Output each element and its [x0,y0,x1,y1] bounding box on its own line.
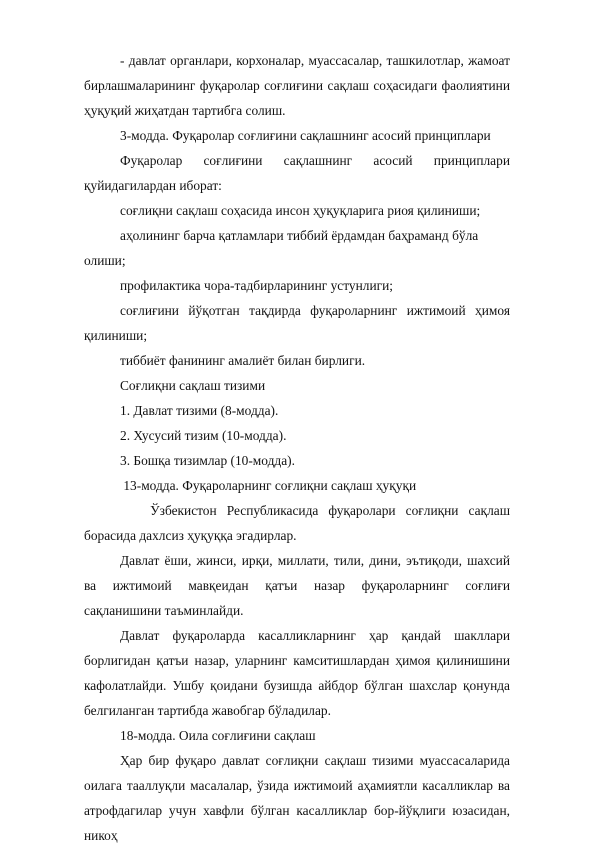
article-13-paragraph-2: Давлат ёши, жинси, ирқи, миллати, тили, дини, эътиқоди, шахсий ва ижтимоий мавқеидан қатъи назар фуқароларнинг соғлиғи сақланишини таъминлайди. [84,553,510,618]
article-13-heading: 13-модда. Фуқароларнинг соғлиқни сақлаш ҳуқуқи [120,478,417,493]
health-system-heading: Соғлиқни сақлаш тизими [120,378,266,393]
principle-item-5: тиббиёт фанининг амалиёт билан бирлиги. [120,353,366,368]
document-page [84,48,514,848]
principle-item-4: соғлиғини йўқотган тақдирда фуқароларнинг ижтимоий ҳимоя қилиниши; [84,303,510,343]
system-item-3: 3. Бошқа тизимлар (10-модда). [120,453,295,468]
principle-item-2: аҳолининг барча қатламлари тиббий ёрдамдан баҳраманд бўла олиши; [84,228,479,268]
principle-item-1: соғлиқни сақлаш соҳасида инсон ҳуқуқларига риоя қилиниши; [120,203,481,218]
article-13-paragraph-1: Ўзбекистон Республикасида фуқаролари соғлиқни сақлаш борасида дахлсиз ҳуқуққа эгадирлар. [84,503,514,543]
article-3-heading: 3-модда. Фуқаролар соғлиғини сақлашнинг асосий принциплари [120,128,491,143]
system-item-1: 1. Давлат тизими (8-модда). [120,403,279,418]
principle-item-3: профилактика чора-тадбирларининг устунлиги; [120,278,393,293]
principles-intro: Фуқаролар соғлиғини сақлашнинг асосий принциплари қуйидагилардан иборат: [84,153,510,193]
article-18-paragraph-1: Ҳар бир фуқаро давлат соғлиқни сақлаш тизими муассасаларида оилага тааллуқли масалалар, ўзида ижтимоий аҳамиятли касалликлар ва атрофдагилар учун хавфли бўлган касалликлар бор-йўқлиги юзасидан, никоҳ [84,753,510,843]
article-13-paragraph-3: Давлат фуқароларда касалликларнинг ҳар қандай шакллари борлигидан қатъи назар, уларнинг камситишлардан ҳимоя қилинишини кафолатлайди. Ушбу қоидани бузишда айбдор бўлган шахслар қонунда белгиланган тартибда жавобгар бўладилар. [84,628,510,718]
system-item-2: 2. Хусусий тизим (10-модда). [120,428,287,443]
paragraph-regulation: - давлат органлари, корхоналар, муассасалар, ташкилотлар, жамоат бирлашмаларининг фуқаролар соғлиғини сақлаш соҳасидаги фаолиятини ҳуқуқий жиҳатдан тартибга солиш. [84,53,510,118]
article-18-heading: 18-модда. Оила соғлиғини сақлаш [120,728,316,743]
